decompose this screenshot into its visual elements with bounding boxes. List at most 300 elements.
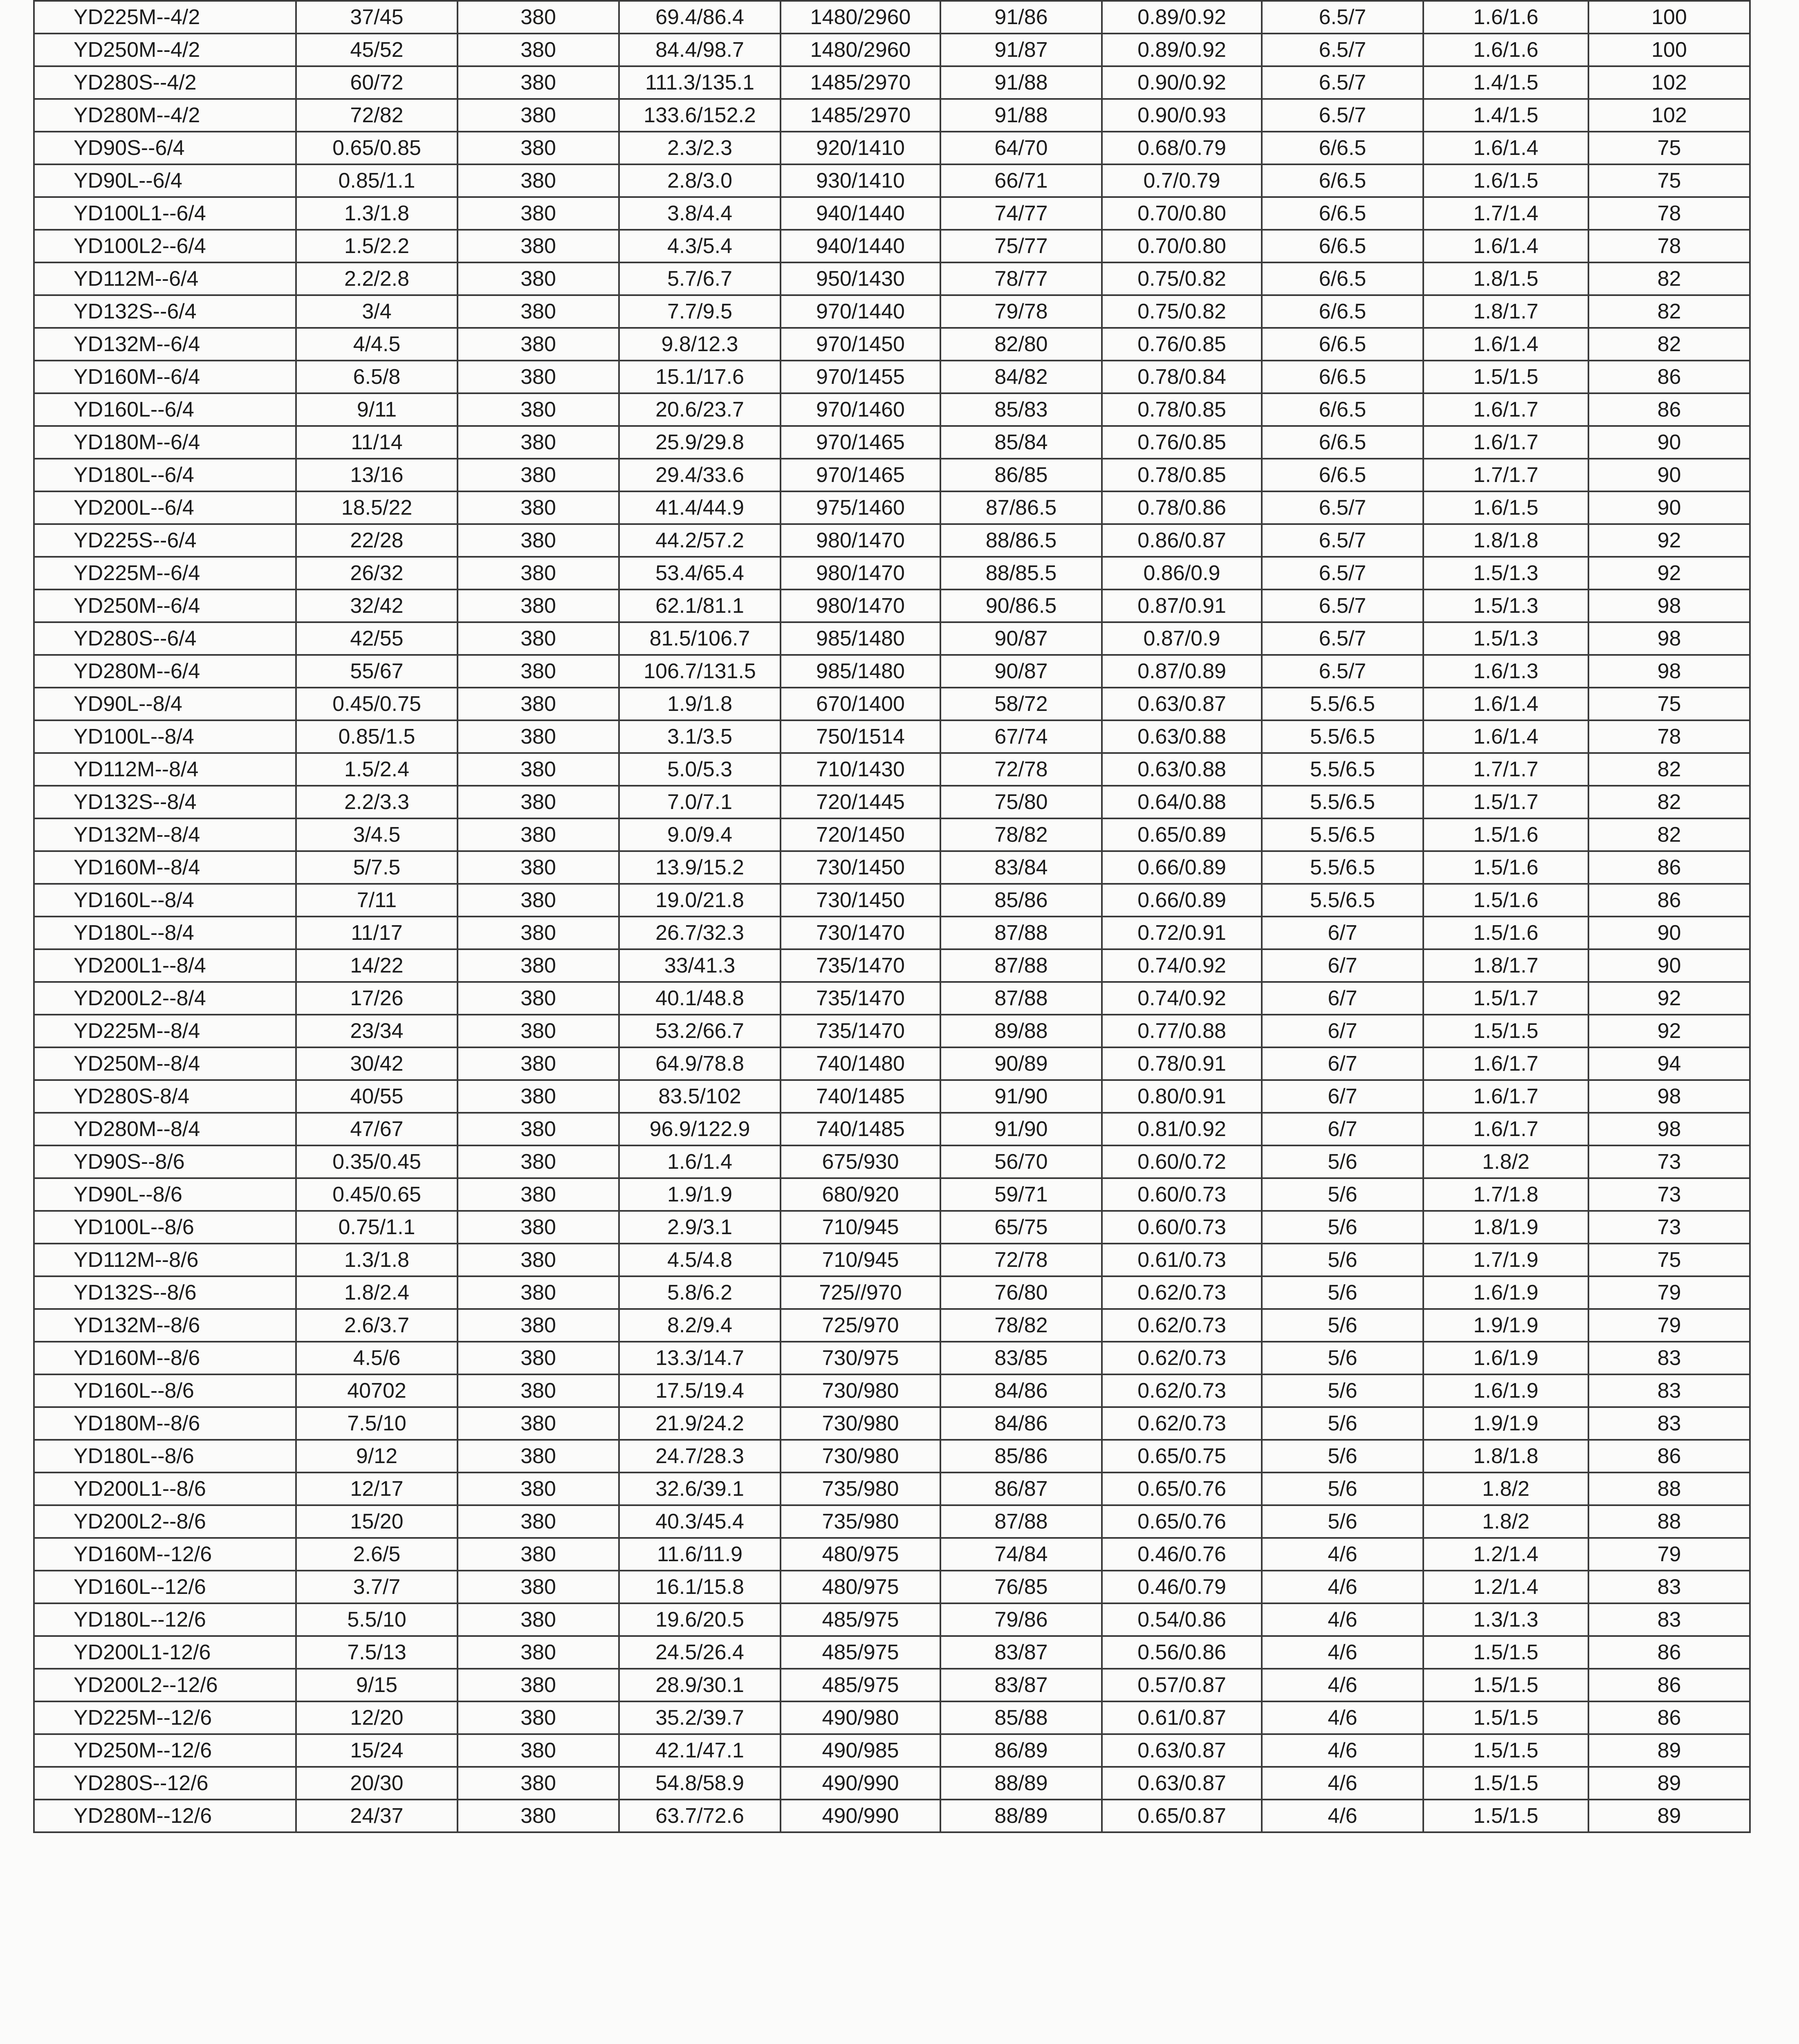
cell-voltage: 380 [458, 1571, 619, 1603]
cell-power-factor: 0.63/0.88 [1102, 753, 1262, 786]
cell-noise-db: 89 [1588, 1734, 1750, 1767]
cell-power-factor: 0.70/0.80 [1102, 197, 1262, 230]
table-row [34, 557, 1750, 589]
cell-power-factor: 0.60/0.72 [1102, 1145, 1262, 1178]
cell-efficiency: 83/87 [940, 1669, 1102, 1701]
cell-model: YD200L2--12/6 [34, 1669, 296, 1701]
cell-power-kw: 0.35/0.45 [296, 1145, 458, 1178]
table-row [34, 524, 1750, 557]
cell-power-kw: 2.6/5 [296, 1538, 458, 1571]
cell-noise-db: 86 [1588, 884, 1750, 917]
cell-model: YD112M--6/4 [34, 262, 296, 295]
cell-noise-db: 75 [1588, 132, 1750, 164]
cell-start-torque-ratio: 1.5/1.3 [1423, 589, 1588, 622]
cell-start-torque-ratio: 1.5/1.5 [1423, 1669, 1588, 1701]
table-row [34, 1309, 1750, 1342]
cell-current-a: 106.7/131.5 [619, 655, 781, 688]
table-row [34, 1669, 1750, 1701]
cell-voltage: 380 [458, 884, 619, 917]
cell-start-torque-ratio: 1.6/1.5 [1423, 491, 1588, 524]
cell-efficiency: 85/84 [940, 426, 1102, 459]
cell-noise-db: 89 [1588, 1800, 1750, 1832]
cell-model: YD180M--6/4 [34, 426, 296, 459]
cell-noise-db: 88 [1588, 1472, 1750, 1505]
table-row [34, 1407, 1750, 1440]
cell-model: YD90L--8/4 [34, 688, 296, 720]
cell-power-factor: 0.86/0.87 [1102, 524, 1262, 557]
cell-speed-rpm: 970/1440 [781, 295, 940, 328]
cell-power-kw: 42/55 [296, 622, 458, 655]
cell-noise-db: 78 [1588, 720, 1750, 753]
cell-voltage: 380 [458, 1734, 619, 1767]
table-row [34, 851, 1750, 884]
cell-start-current-ratio: 6.5/7 [1262, 34, 1423, 66]
cell-speed-rpm: 1480/2960 [781, 1, 940, 34]
cell-speed-rpm: 970/1465 [781, 459, 940, 491]
cell-speed-rpm: 735/1470 [781, 949, 940, 982]
cell-efficiency: 87/88 [940, 917, 1102, 949]
cell-noise-db: 94 [1588, 1047, 1750, 1080]
cell-speed-rpm: 485/975 [781, 1636, 940, 1669]
cell-start-current-ratio: 5/6 [1262, 1440, 1423, 1472]
cell-current-a: 84.4/98.7 [619, 34, 781, 66]
cell-efficiency: 84/86 [940, 1374, 1102, 1407]
cell-speed-rpm: 740/1485 [781, 1113, 940, 1145]
cell-current-a: 32.6/39.1 [619, 1472, 781, 1505]
cell-voltage: 380 [458, 917, 619, 949]
cell-voltage: 380 [458, 688, 619, 720]
cell-efficiency: 91/88 [940, 66, 1102, 99]
cell-model: YD280M--4/2 [34, 99, 296, 132]
cell-start-current-ratio: 6/6.5 [1262, 197, 1423, 230]
cell-current-a: 81.5/106.7 [619, 622, 781, 655]
cell-current-a: 1.9/1.9 [619, 1178, 781, 1211]
cell-efficiency: 76/80 [940, 1276, 1102, 1309]
table-row [34, 1276, 1750, 1309]
cell-power-kw: 1.5/2.2 [296, 230, 458, 262]
cell-start-torque-ratio: 1.5/1.6 [1423, 851, 1588, 884]
cell-power-kw: 4/4.5 [296, 328, 458, 361]
cell-power-factor: 0.68/0.79 [1102, 132, 1262, 164]
cell-noise-db: 83 [1588, 1571, 1750, 1603]
cell-power-kw: 7.5/10 [296, 1407, 458, 1440]
cell-power-kw: 5.5/10 [296, 1603, 458, 1636]
cell-model: YD180L--8/4 [34, 917, 296, 949]
cell-power-kw: 9/11 [296, 393, 458, 426]
cell-speed-rpm: 490/980 [781, 1701, 940, 1734]
cell-speed-rpm: 735/980 [781, 1505, 940, 1538]
table-row [34, 917, 1750, 949]
cell-start-current-ratio: 6.5/7 [1262, 557, 1423, 589]
cell-noise-db: 73 [1588, 1211, 1750, 1244]
cell-start-torque-ratio: 1.6/1.6 [1423, 34, 1588, 66]
cell-speed-rpm: 970/1465 [781, 426, 940, 459]
cell-start-current-ratio: 5.5/6.5 [1262, 786, 1423, 818]
table-row [34, 688, 1750, 720]
cell-voltage: 380 [458, 1505, 619, 1538]
cell-noise-db: 100 [1588, 1, 1750, 34]
cell-model: YD225M--4/2 [34, 1, 296, 34]
cell-start-torque-ratio: 1.5/1.5 [1423, 361, 1588, 393]
cell-power-factor: 0.65/0.75 [1102, 1440, 1262, 1472]
cell-model: YD90L--6/4 [34, 164, 296, 197]
cell-model: YD280S--4/2 [34, 66, 296, 99]
cell-model: YD90L--8/6 [34, 1178, 296, 1211]
cell-noise-db: 78 [1588, 230, 1750, 262]
cell-start-torque-ratio: 1.6/1.4 [1423, 328, 1588, 361]
cell-current-a: 63.7/72.6 [619, 1800, 781, 1832]
cell-speed-rpm: 985/1480 [781, 622, 940, 655]
cell-voltage: 380 [458, 361, 619, 393]
cell-noise-db: 92 [1588, 557, 1750, 589]
cell-noise-db: 90 [1588, 459, 1750, 491]
cell-noise-db: 102 [1588, 99, 1750, 132]
cell-start-current-ratio: 6/6.5 [1262, 393, 1423, 426]
cell-start-torque-ratio: 1.6/1.4 [1423, 720, 1588, 753]
cell-power-factor: 0.80/0.91 [1102, 1080, 1262, 1113]
cell-power-factor: 0.72/0.91 [1102, 917, 1262, 949]
cell-start-current-ratio: 4/6 [1262, 1669, 1423, 1701]
table-row [34, 1767, 1750, 1800]
cell-start-current-ratio: 6.5/7 [1262, 524, 1423, 557]
cell-voltage: 380 [458, 328, 619, 361]
cell-model: YD132S--8/4 [34, 786, 296, 818]
cell-speed-rpm: 725//970 [781, 1276, 940, 1309]
cell-model: YD160L--6/4 [34, 393, 296, 426]
cell-current-a: 40.1/48.8 [619, 982, 781, 1015]
cell-efficiency: 74/77 [940, 197, 1102, 230]
table-row [34, 361, 1750, 393]
cell-power-factor: 0.65/0.89 [1102, 818, 1262, 851]
cell-power-factor: 0.77/0.88 [1102, 1015, 1262, 1047]
cell-noise-db: 98 [1588, 655, 1750, 688]
cell-model: YD225S--6/4 [34, 524, 296, 557]
cell-power-factor: 0.86/0.9 [1102, 557, 1262, 589]
cell-efficiency: 85/88 [940, 1701, 1102, 1734]
cell-speed-rpm: 735/1470 [781, 982, 940, 1015]
cell-speed-rpm: 730/975 [781, 1342, 940, 1374]
table-row [34, 1244, 1750, 1276]
cell-start-current-ratio: 5.5/6.5 [1262, 688, 1423, 720]
cell-noise-db: 83 [1588, 1374, 1750, 1407]
cell-noise-db: 98 [1588, 622, 1750, 655]
cell-noise-db: 75 [1588, 688, 1750, 720]
cell-start-torque-ratio: 1.6/1.4 [1423, 230, 1588, 262]
cell-speed-rpm: 730/1450 [781, 851, 940, 884]
table-body [34, 1, 1750, 1832]
cell-model: YD250M--8/4 [34, 1047, 296, 1080]
cell-start-torque-ratio: 1.6/1.9 [1423, 1374, 1588, 1407]
cell-start-current-ratio: 5/6 [1262, 1407, 1423, 1440]
cell-noise-db: 86 [1588, 361, 1750, 393]
cell-speed-rpm: 710/945 [781, 1244, 940, 1276]
cell-model: YD280M--12/6 [34, 1800, 296, 1832]
cell-model: YD200L--6/4 [34, 491, 296, 524]
cell-power-kw: 0.85/1.5 [296, 720, 458, 753]
cell-current-a: 13.9/15.2 [619, 851, 781, 884]
cell-power-factor: 0.74/0.92 [1102, 982, 1262, 1015]
cell-power-factor: 0.76/0.85 [1102, 426, 1262, 459]
cell-speed-rpm: 485/975 [781, 1669, 940, 1701]
cell-voltage: 380 [458, 655, 619, 688]
cell-power-factor: 0.74/0.92 [1102, 949, 1262, 982]
cell-start-torque-ratio: 1.5/1.3 [1423, 557, 1588, 589]
cell-power-factor: 0.78/0.84 [1102, 361, 1262, 393]
cell-model: YD100L--8/4 [34, 720, 296, 753]
cell-noise-db: 90 [1588, 491, 1750, 524]
cell-model: YD100L--8/6 [34, 1211, 296, 1244]
cell-power-factor: 0.62/0.73 [1102, 1407, 1262, 1440]
cell-start-current-ratio: 5.5/6.5 [1262, 720, 1423, 753]
cell-power-kw: 32/42 [296, 589, 458, 622]
cell-start-torque-ratio: 1.3/1.3 [1423, 1603, 1588, 1636]
cell-start-current-ratio: 6/7 [1262, 1047, 1423, 1080]
cell-voltage: 380 [458, 1374, 619, 1407]
cell-power-factor: 0.87/0.91 [1102, 589, 1262, 622]
cell-power-factor: 0.63/0.87 [1102, 688, 1262, 720]
cell-current-a: 24.5/26.4 [619, 1636, 781, 1669]
table-row [34, 295, 1750, 328]
cell-power-kw: 7/11 [296, 884, 458, 917]
cell-current-a: 20.6/23.7 [619, 393, 781, 426]
cell-current-a: 33/41.3 [619, 949, 781, 982]
cell-current-a: 29.4/33.6 [619, 459, 781, 491]
cell-power-kw: 1.3/1.8 [296, 197, 458, 230]
table-row [34, 720, 1750, 753]
cell-voltage: 380 [458, 949, 619, 982]
cell-power-factor: 0.66/0.89 [1102, 884, 1262, 917]
table-row [34, 197, 1750, 230]
cell-voltage: 380 [458, 459, 619, 491]
cell-speed-rpm: 675/930 [781, 1145, 940, 1178]
cell-efficiency: 91/90 [940, 1080, 1102, 1113]
cell-power-factor: 0.87/0.9 [1102, 622, 1262, 655]
cell-power-kw: 2.2/2.8 [296, 262, 458, 295]
table-row [34, 1113, 1750, 1145]
cell-start-torque-ratio: 1.8/1.7 [1423, 295, 1588, 328]
cell-model: YD200L1-12/6 [34, 1636, 296, 1669]
cell-efficiency: 85/86 [940, 1440, 1102, 1472]
cell-start-torque-ratio: 1.7/1.7 [1423, 459, 1588, 491]
cell-model: YD90S--8/6 [34, 1145, 296, 1178]
cell-model: YD225M--6/4 [34, 557, 296, 589]
cell-current-a: 2.9/3.1 [619, 1211, 781, 1244]
cell-power-kw: 0.75/1.1 [296, 1211, 458, 1244]
cell-power-kw: 11/14 [296, 426, 458, 459]
cell-start-current-ratio: 6/6.5 [1262, 262, 1423, 295]
cell-start-torque-ratio: 1.6/1.9 [1423, 1342, 1588, 1374]
cell-voltage: 380 [458, 197, 619, 230]
cell-power-factor: 0.7/0.79 [1102, 164, 1262, 197]
cell-start-torque-ratio: 1.8/1.7 [1423, 949, 1588, 982]
table-row [34, 982, 1750, 1015]
cell-voltage: 380 [458, 99, 619, 132]
cell-model: YD100L2--6/4 [34, 230, 296, 262]
cell-efficiency: 86/85 [940, 459, 1102, 491]
cell-start-torque-ratio: 1.5/1.7 [1423, 786, 1588, 818]
cell-model: YD200L2--8/4 [34, 982, 296, 1015]
cell-start-current-ratio: 6.5/7 [1262, 66, 1423, 99]
cell-start-current-ratio: 6/7 [1262, 1113, 1423, 1145]
cell-speed-rpm: 730/980 [781, 1440, 940, 1472]
cell-start-torque-ratio: 1.5/1.5 [1423, 1767, 1588, 1800]
cell-model: YD160M--6/4 [34, 361, 296, 393]
cell-voltage: 380 [458, 818, 619, 851]
cell-voltage: 380 [458, 524, 619, 557]
cell-power-kw: 1.5/2.4 [296, 753, 458, 786]
cell-speed-rpm: 985/1480 [781, 655, 940, 688]
cell-noise-db: 73 [1588, 1178, 1750, 1211]
cell-current-a: 28.9/30.1 [619, 1669, 781, 1701]
table-row [34, 459, 1750, 491]
cell-voltage: 380 [458, 1244, 619, 1276]
table-row [34, 393, 1750, 426]
cell-efficiency: 58/72 [940, 688, 1102, 720]
cell-noise-db: 90 [1588, 426, 1750, 459]
cell-model: YD160L--8/6 [34, 1374, 296, 1407]
cell-efficiency: 65/75 [940, 1211, 1102, 1244]
cell-current-a: 42.1/47.1 [619, 1734, 781, 1767]
cell-start-current-ratio: 6/7 [1262, 949, 1423, 982]
cell-start-torque-ratio: 1.6/1.9 [1423, 1276, 1588, 1309]
cell-voltage: 380 [458, 786, 619, 818]
table-row [34, 884, 1750, 917]
cell-noise-db: 78 [1588, 197, 1750, 230]
cell-power-kw: 45/52 [296, 34, 458, 66]
cell-power-kw: 24/37 [296, 1800, 458, 1832]
cell-noise-db: 90 [1588, 917, 1750, 949]
cell-speed-rpm: 740/1480 [781, 1047, 940, 1080]
table-row [34, 328, 1750, 361]
cell-model: YD225M--8/4 [34, 1015, 296, 1047]
cell-start-torque-ratio: 1.6/1.4 [1423, 688, 1588, 720]
table-row [34, 1701, 1750, 1734]
table-row [34, 1472, 1750, 1505]
cell-model: YD132S--8/6 [34, 1276, 296, 1309]
cell-power-factor: 0.54/0.86 [1102, 1603, 1262, 1636]
cell-start-torque-ratio: 1.8/1.8 [1423, 1440, 1588, 1472]
cell-current-a: 21.9/24.2 [619, 1407, 781, 1440]
cell-start-current-ratio: 5/6 [1262, 1472, 1423, 1505]
cell-power-factor: 0.63/0.87 [1102, 1767, 1262, 1800]
cell-voltage: 380 [458, 132, 619, 164]
cell-start-current-ratio: 6.5/7 [1262, 491, 1423, 524]
cell-power-kw: 0.85/1.1 [296, 164, 458, 197]
cell-efficiency: 59/71 [940, 1178, 1102, 1211]
cell-start-torque-ratio: 1.6/1.4 [1423, 132, 1588, 164]
cell-noise-db: 83 [1588, 1407, 1750, 1440]
cell-power-factor: 0.60/0.73 [1102, 1178, 1262, 1211]
cell-start-current-ratio: 6.5/7 [1262, 589, 1423, 622]
cell-start-torque-ratio: 1.6/1.3 [1423, 655, 1588, 688]
cell-voltage: 380 [458, 1342, 619, 1374]
cell-start-torque-ratio: 1.9/1.9 [1423, 1407, 1588, 1440]
cell-voltage: 380 [458, 1080, 619, 1113]
cell-start-torque-ratio: 1.8/2 [1423, 1472, 1588, 1505]
cell-voltage: 380 [458, 851, 619, 884]
cell-speed-rpm: 740/1485 [781, 1080, 940, 1113]
cell-power-kw: 4.5/6 [296, 1342, 458, 1374]
cell-efficiency: 74/84 [940, 1538, 1102, 1571]
cell-efficiency: 78/82 [940, 818, 1102, 851]
cell-start-torque-ratio: 1.8/2 [1423, 1505, 1588, 1538]
cell-start-current-ratio: 5.5/6.5 [1262, 884, 1423, 917]
cell-voltage: 380 [458, 589, 619, 622]
cell-speed-rpm: 490/990 [781, 1767, 940, 1800]
cell-speed-rpm: 725/970 [781, 1309, 940, 1342]
cell-model: YD160L--12/6 [34, 1571, 296, 1603]
cell-speed-rpm: 720/1450 [781, 818, 940, 851]
cell-voltage: 380 [458, 1669, 619, 1701]
cell-voltage: 380 [458, 1, 619, 34]
cell-power-kw: 3/4 [296, 295, 458, 328]
cell-power-factor: 0.61/0.87 [1102, 1701, 1262, 1734]
cell-power-factor: 0.89/0.92 [1102, 34, 1262, 66]
cell-start-torque-ratio: 1.5/1.6 [1423, 884, 1588, 917]
cell-current-a: 2.8/3.0 [619, 164, 781, 197]
cell-model: YD200L1--8/4 [34, 949, 296, 982]
cell-voltage: 380 [458, 1145, 619, 1178]
cell-voltage: 380 [458, 1636, 619, 1669]
cell-power-kw: 30/42 [296, 1047, 458, 1080]
cell-current-a: 16.1/15.8 [619, 1571, 781, 1603]
cell-current-a: 25.9/29.8 [619, 426, 781, 459]
cell-current-a: 7.7/9.5 [619, 295, 781, 328]
cell-model: YD160M--8/6 [34, 1342, 296, 1374]
cell-efficiency: 87/88 [940, 982, 1102, 1015]
cell-current-a: 64.9/78.8 [619, 1047, 781, 1080]
cell-model: YD280M--6/4 [34, 655, 296, 688]
cell-start-torque-ratio: 1.5/1.6 [1423, 917, 1588, 949]
cell-start-torque-ratio: 1.7/1.7 [1423, 753, 1588, 786]
cell-start-torque-ratio: 1.8/1.5 [1423, 262, 1588, 295]
cell-noise-db: 82 [1588, 262, 1750, 295]
cell-voltage: 380 [458, 393, 619, 426]
cell-power-kw: 12/20 [296, 1701, 458, 1734]
cell-voltage: 380 [458, 1407, 619, 1440]
cell-current-a: 83.5/102 [619, 1080, 781, 1113]
cell-efficiency: 56/70 [940, 1145, 1102, 1178]
cell-noise-db: 98 [1588, 1113, 1750, 1145]
cell-model: YD280S--12/6 [34, 1767, 296, 1800]
cell-model: YD112M--8/6 [34, 1244, 296, 1276]
cell-efficiency: 89/88 [940, 1015, 1102, 1047]
table-row [34, 1374, 1750, 1407]
cell-start-torque-ratio: 1.8/1.8 [1423, 524, 1588, 557]
cell-start-torque-ratio: 1.4/1.5 [1423, 66, 1588, 99]
cell-power-factor: 0.89/0.92 [1102, 1, 1262, 34]
cell-start-current-ratio: 6/6.5 [1262, 295, 1423, 328]
cell-power-kw: 6.5/8 [296, 361, 458, 393]
cell-voltage: 380 [458, 230, 619, 262]
cell-power-kw: 1.3/1.8 [296, 1244, 458, 1276]
cell-noise-db: 86 [1588, 1636, 1750, 1669]
cell-noise-db: 86 [1588, 1701, 1750, 1734]
table-row [34, 34, 1750, 66]
table-row [34, 1603, 1750, 1636]
cell-noise-db: 79 [1588, 1276, 1750, 1309]
cell-start-current-ratio: 4/6 [1262, 1701, 1423, 1734]
cell-model: YD250M--4/2 [34, 34, 296, 66]
cell-current-a: 53.4/65.4 [619, 557, 781, 589]
cell-model: YD100L1--6/4 [34, 197, 296, 230]
cell-noise-db: 82 [1588, 753, 1750, 786]
cell-power-kw: 23/34 [296, 1015, 458, 1047]
cell-current-a: 19.6/20.5 [619, 1603, 781, 1636]
cell-power-factor: 0.61/0.73 [1102, 1244, 1262, 1276]
cell-power-factor: 0.90/0.92 [1102, 66, 1262, 99]
cell-voltage: 380 [458, 1800, 619, 1832]
